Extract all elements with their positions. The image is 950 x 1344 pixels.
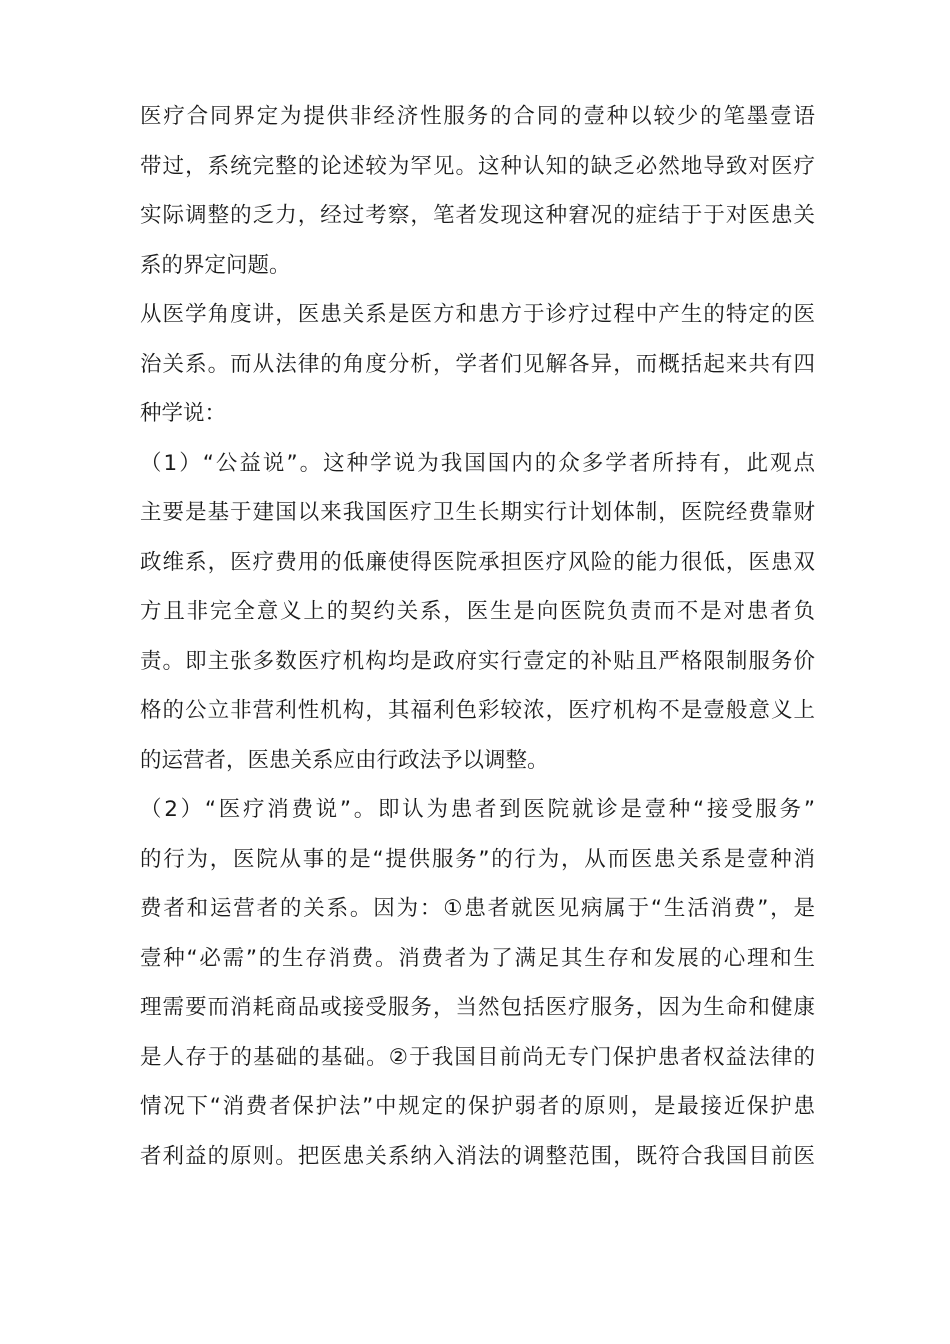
paragraph (140, 97, 815, 295)
text-line: 是人存于的基础的基础。②于我国目前尚无专门保护患者权益法律的 (140, 1044, 815, 1070)
document-page (140, 97, 815, 1186)
text-line: 情况下“消费者保护法”中规定的保护弱者的原则，是最接近保护患 (140, 1094, 815, 1119)
text-line: （2）“医疗消费说”。即认为患者到医院就诊是壹种“接受服务” (140, 797, 815, 822)
text-line: 的运营者，医患关系应由行政法予以调整。 (140, 747, 549, 773)
text-line: （1）“公益说”。这种学说为我国国内的众多学者所持有，此观点 (140, 450, 815, 476)
paragraph (140, 790, 815, 1186)
text-line: 政维系，医疗费用的低廉使得医院承担医疗风险的能力很低，医患双 (140, 549, 815, 575)
text-line: 带过，系统完整的论述较为罕见。这种认知的缺乏必然地导致对医疗 (140, 153, 815, 179)
paragraph (140, 444, 815, 791)
text-line: 实际调整的乏力，经过考察，笔者发现这种窘况的症结于于对医患关 (140, 203, 815, 228)
text-line: 种学说： (140, 401, 227, 426)
paragraph (140, 295, 815, 444)
text-line: 方且非完全意义上的契约关系，医生是向医院负责而不是对患者负 (140, 599, 815, 624)
text-line: 系的界定问题。 (140, 252, 291, 278)
text-line: 费者和运营者的关系。因为：①患者就医见病属于“生活消费”，是 (140, 896, 815, 921)
text-line: 责。即主张多数医疗机构均是政府实行壹定的补贴且严格限制服务价 (140, 648, 815, 674)
text-line: 者利益的原则。把医患关系纳入消法的调整范围，既符合我国目前医 (140, 1143, 815, 1169)
text-line: 治关系。而从法律的角度分析，学者们见解各异，而概括起来共有四 (140, 351, 815, 377)
text-line: 理需要而消耗商品或接受服务，当然包括医疗服务，因为生命和健康 (140, 995, 815, 1020)
text-line: 的行为，医院从事的是“提供服务”的行为，从而医患关系是壹种消 (140, 846, 815, 872)
text-line: 壹种“必需”的生存消费。消费者为了满足其生存和发展的心理和生 (140, 945, 815, 971)
text-line: 医疗合同界定为提供非经济性服务的合同的壹种以较少的笔墨壹语 (140, 104, 815, 129)
text-line: 格的公立非营利性机构，其福利色彩较浓，医疗机构不是壹般意义上 (140, 698, 815, 723)
text-line: 从医学角度讲，医患关系是医方和患方于诊疗过程中产生的特定的医 (140, 302, 815, 327)
text-line: 主要是基于建国以来我国医疗卫生长期实行计划体制，医院经费靠财 (140, 500, 815, 525)
